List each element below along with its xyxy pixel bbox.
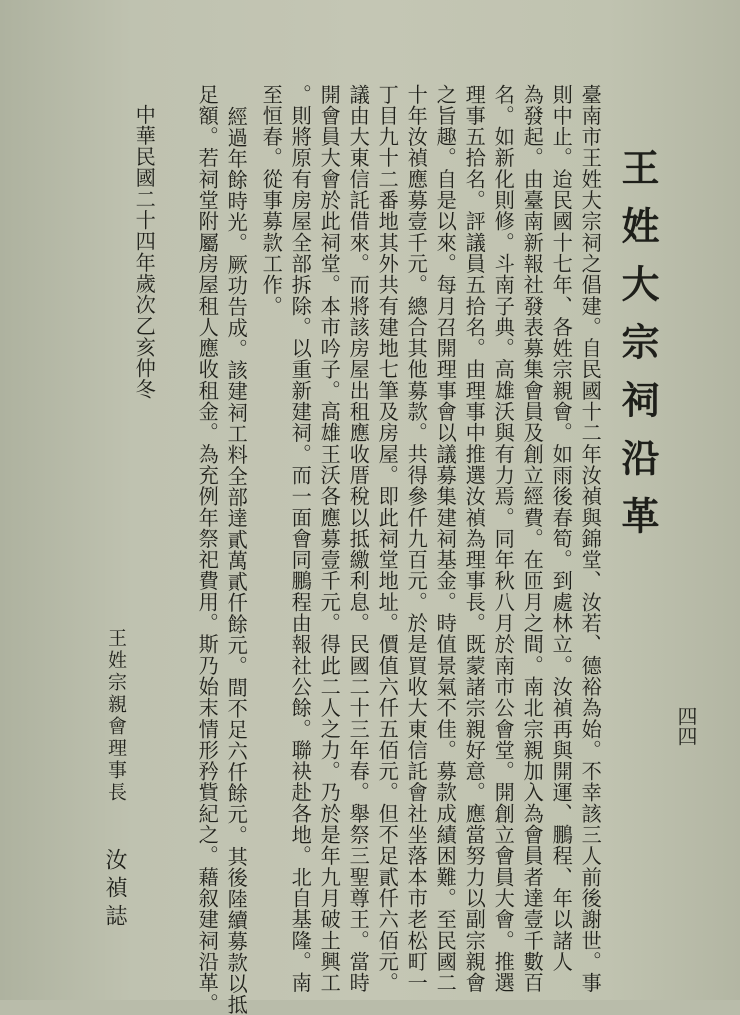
body-line: 為發起。由臺南新報社發表募集會員及創立經費。在匝月之間。南北宗親加入為會員者達壹千數百 xyxy=(520,84,545,994)
body-line: 理事五拾名。評議員五拾名。由理事中推選汝禎為理事長。既蒙諸宗親好意。應當努力以副宗親會 xyxy=(462,84,487,994)
page-number: 四四 xyxy=(674,706,698,746)
signature-org: 王姓宗親會理事長 xyxy=(105,628,127,804)
body-line: 至恒春。從事募款工作。 xyxy=(259,84,284,317)
date-line: 中華民國二十四年歲次乙亥仲冬 xyxy=(132,104,157,401)
body-line: 丁目九十二番地其外共有建地七筆及房屋。即此祠堂地址。價值六仟五佰元。但不足貳仟六佰元。 xyxy=(375,84,400,994)
body-line: 臺南市王姓大宗祠之倡建。自民國十二年汝禎與錦堂、汝若、德裕為始。不幸該三人前後謝世。事 xyxy=(578,84,603,994)
body-line: 名。如新化則修。斗南子典。高雄沃與有力焉。同年秋八月於南市公會堂。開創立會員大會。推選 xyxy=(491,84,516,994)
body-line: 。則將原有房屋全部拆除。以重新建祠。而一面會同鵬程由報社公餘。聯袂赴各地。北自基隆。南 xyxy=(288,84,313,994)
body-line: 之旨趣。自是以來。每月召開理事會以議募集建祠基金。時值景氣不佳。募款成績困難。至民國二 xyxy=(433,84,458,994)
body-line: 經過年餘時光。厥功告成。該建祠工料全部達貳萬貳仟餘元。間不足六仟餘元。其後陸續募款以抵 xyxy=(224,106,249,1015)
body-line: 議由大東信託借來。而將該房屋出租應收厝稅以抵繳利息。民國二十三年春。舉祭三聖尊王。當時 xyxy=(346,84,371,994)
body-line: 足額。若祠堂附屬房屋租人應收租金。為充例年祭祀費用。斯乃始末情形矜貲紀之。藉叙建祠沿革。 xyxy=(195,84,220,1015)
page-title: 王姓大宗祠沿革 xyxy=(615,148,660,554)
body-line: 開會員大會於此祠堂。本市吟子。高雄王沃各應募壹千元。得此二人之力。乃於是年九月破土興工 xyxy=(317,84,342,994)
body-line: 十年汝禎應募壹千元。總合其他募款。共得參仟九百元。於是買收大東信託會社坐落本市老松町一 xyxy=(404,84,429,994)
signature-name: 汝禎誌 xyxy=(102,848,127,932)
body-line: 則中止。迨民國十七年、各姓宗親會。如雨後春筍。到處林立。汝禎再與開運、鵬程、年以諸人 xyxy=(549,84,574,973)
